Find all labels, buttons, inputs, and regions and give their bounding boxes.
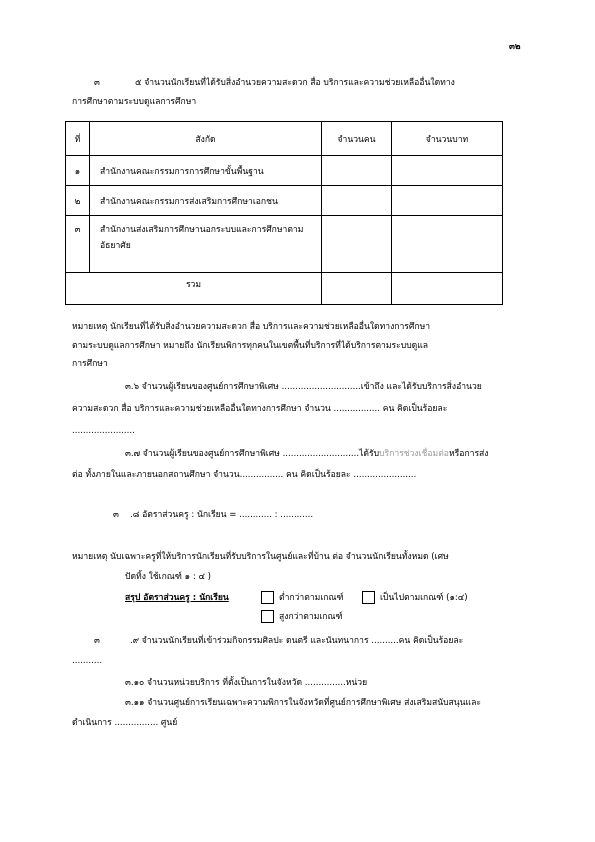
- checkbox-below-standard[interactable]: [261, 591, 274, 604]
- item-3-8-text: .๘ อัตราส่วนครู : นักเรียน = ............ : ............: [130, 510, 314, 520]
- item-3-9-number: ๓: [94, 636, 100, 646]
- table-row: [66, 156, 503, 186]
- table-header-row: [66, 122, 503, 156]
- item-3-8-number: ๓: [113, 510, 119, 520]
- row-agency: สำนักงานส่งเสริมการศึกษานอกระบบและการศึกษาตามอัธยาศัย: [90, 216, 322, 273]
- item-3-7-line-1: [125, 449, 489, 459]
- page-number: ๓๒: [509, 42, 521, 52]
- support-table: [65, 121, 503, 305]
- note1-line-2: ตามระบบดูแลการศึกษา หมายถึง นักเรียนพิการทุกคนในเขตพื้นที่บริการที่ได้บริการตามระบบดูแล: [72, 341, 429, 351]
- note1-line-1: หมายเหตุ นักเรียนที่ได้รับสิ่งอำนวยความสะดวก สื่อ บริการและความช่วยเหลืออื่นใดทางการศึกษา: [72, 322, 431, 332]
- total-label: รวม: [66, 273, 322, 305]
- item-3-11-line-2: ดำเนินการ ................ ศูนย์: [72, 718, 178, 728]
- row-no: ๑: [66, 156, 90, 186]
- note2-line-2: ปัดทิ้ง ใช้เกณฑ์ ๑ : ๔ ): [125, 572, 212, 582]
- header-no: ที่: [66, 122, 90, 156]
- row-agency: สำนักงานคณะกรรมการการศึกษาขั้นพื้นฐาน: [90, 156, 322, 186]
- note2-line-1: หมายเหตุ นับเฉพาะครูที่ให้บริการนักเรียนที่รับบริการในศูนย์และที่บ้าน ต่อ จำนวนนักเรียนทั้งหมด (เศษ: [72, 552, 449, 562]
- checkbox-meets-standard[interactable]: [362, 591, 375, 604]
- item-3-6-line-1: ๓.๖ จำนวนผู้เรียนของศูนย์การศึกษาพิเศษ .............................เข้าถึง และได้รับบริการสิ่งอำนวย: [125, 382, 482, 392]
- row-no: ๓: [66, 216, 90, 273]
- item-3-6-line-3: .......................: [72, 426, 135, 436]
- row-agency: สำนักงานคณะกรรมการส่งเสริมการศึกษาเอกชน: [90, 186, 322, 216]
- header-agency: สังกัด: [90, 122, 322, 156]
- item-3-6-line-2: ความสะดวก สื่อ บริการและความช่วยเหลืออื่นใดทางการศึกษา จำนวน ................. คน คิดเป็นร้อยละ: [72, 404, 448, 414]
- row-people: [322, 186, 392, 216]
- row-baht: [392, 156, 503, 186]
- section-number: ๓: [94, 78, 100, 88]
- item-3-9-line-2: ...........: [72, 656, 103, 666]
- table-row: [66, 216, 503, 273]
- table-row: [66, 186, 503, 216]
- note1-line-3: การศึกษา: [72, 359, 108, 369]
- row-people: [322, 216, 392, 273]
- item-3-11-line-1: ๓.๑๑ จำนวนศูนย์การเรียนเฉพาะความพิการในจังหวัดที่ศูนย์การศึกษาพิเศษ ส่งเสริมสนับสนุนและ: [125, 698, 481, 708]
- intro-line-1: ๕ จำนวนนักเรียนที่ได้รับสิ่งอำนวยความสะดวก สื่อ บริการและความช่วยเหลืออื่นใดทาง: [135, 78, 455, 88]
- option-meets-standard: เป็นไปตามเกณฑ์ (๑:๔): [380, 593, 468, 603]
- row-people: [322, 156, 392, 186]
- total-baht: [392, 273, 503, 305]
- item-3-9-text: .๙ จำนวนนักเรียนที่เข้าร่วมกิจกรรมศิลปะ ดนตรี และนันทนาการ ..........คน คิดเป็นร้อยละ: [130, 636, 464, 646]
- item-3-7-text-a: ๓.๗ จำนวนผู้เรียนของศูนย์การศึกษาพิเศษ ............................ได้รับ: [125, 449, 380, 459]
- total-people: [322, 273, 392, 305]
- table-total-row: [66, 273, 503, 305]
- item-3-10-text: ๓.๑๐ จำนวนหน่วยบริการ ที่ตั้งเป็นการในจังหวัด ...............หน่วย: [125, 678, 368, 688]
- row-no: ๒: [66, 186, 90, 216]
- item-3-7-line-2: ต่อ ทั้งภายในและภายนอกสถานศึกษา จำนวน................ คน คิดเป็นร้อยละ .......................: [72, 470, 417, 480]
- item-3-7-text-c: หรือการส่ง: [448, 449, 489, 459]
- checkbox-above-standard[interactable]: [261, 610, 274, 623]
- option-below-standard: ต่ำกว่าตามเกณฑ์: [279, 593, 344, 603]
- summary-label: สรุป อัตราส่วนครู : นักเรียน: [125, 593, 229, 603]
- header-people: จำนวนคน: [322, 122, 392, 156]
- item-3-7-text-b: บริการช่วงเชื่อมต่อ: [379, 449, 449, 459]
- intro-line-2: การศึกษาตามระบบดูแลการศึกษา: [72, 97, 197, 107]
- row-baht: [392, 216, 503, 273]
- row-baht: [392, 186, 503, 216]
- option-above-standard: สูงกว่าตามเกณฑ์: [279, 612, 343, 622]
- header-baht: จำนวนบาท: [392, 122, 503, 156]
